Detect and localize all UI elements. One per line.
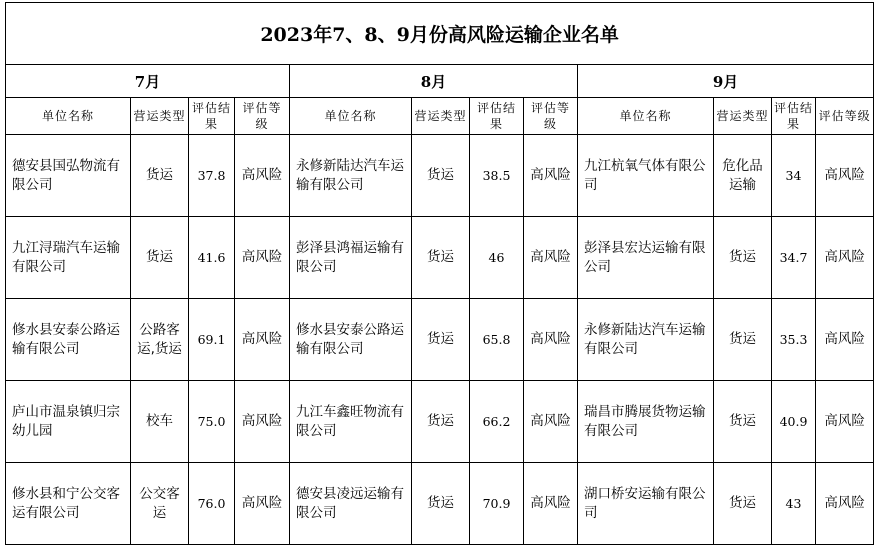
score-cell: 40.9 xyxy=(772,381,816,463)
table-row xyxy=(6,135,874,217)
risk-level-cell: 高风险 xyxy=(235,299,290,381)
column-header-row xyxy=(6,98,874,135)
company-name-cell: 德安县国弘物流有限公司 xyxy=(6,135,131,217)
score-cell: 34 xyxy=(772,135,816,217)
operation-type-cell: 货运 xyxy=(714,381,772,463)
company-name-cell: 九江浔瑞汽车运输有限公司 xyxy=(6,217,131,299)
document-sheet xyxy=(5,2,873,552)
title-row xyxy=(6,3,874,65)
score-cell: 43 xyxy=(772,463,816,545)
column-header-type: 营运类型 xyxy=(412,98,470,135)
month-label-july: 7月 xyxy=(6,65,290,98)
score-cell: 38.5 xyxy=(470,135,524,217)
risk-level-cell: 高风险 xyxy=(816,381,874,463)
column-header-score: 评估结果 xyxy=(772,98,816,135)
risk-level-cell: 高风险 xyxy=(235,381,290,463)
column-header-type: 营运类型 xyxy=(714,98,772,135)
score-cell: 69.1 xyxy=(189,299,235,381)
company-name-cell: 庐山市温泉镇归宗幼儿园 xyxy=(6,381,131,463)
operation-type-cell: 校车 xyxy=(131,381,189,463)
column-header-score: 评估结果 xyxy=(189,98,235,135)
risk-level-cell: 高风险 xyxy=(816,463,874,545)
company-name-cell: 德安县凌远运输有限公司 xyxy=(290,463,412,545)
column-header-level: 评估等级 xyxy=(816,98,874,135)
operation-type-cell: 货运 xyxy=(412,299,470,381)
risk-level-cell: 高风险 xyxy=(524,135,578,217)
score-cell: 35.3 xyxy=(772,299,816,381)
column-header-name: 单位名称 xyxy=(578,98,714,135)
table-row xyxy=(6,381,874,463)
table-row xyxy=(6,463,874,545)
operation-type-cell: 货运 xyxy=(131,135,189,217)
operation-type-cell: 货运 xyxy=(714,463,772,545)
risk-level-cell: 高风险 xyxy=(816,217,874,299)
column-header-name: 单位名称 xyxy=(290,98,412,135)
column-header-name: 单位名称 xyxy=(6,98,131,135)
column-header-score: 评估结果 xyxy=(470,98,524,135)
operation-type-cell: 货运 xyxy=(412,217,470,299)
risk-level-cell: 高风险 xyxy=(235,463,290,545)
company-name-cell: 修水县和宁公交客运有限公司 xyxy=(6,463,131,545)
company-name-cell: 彭泽县鸿福运输有限公司 xyxy=(290,217,412,299)
operation-type-cell: 货运 xyxy=(714,299,772,381)
operation-type-cell: 公路客运,货运 xyxy=(131,299,189,381)
company-name-cell: 彭泽县宏达运输有限公司 xyxy=(578,217,714,299)
score-cell: 46 xyxy=(470,217,524,299)
company-name-cell: 九江杭氧气体有限公司 xyxy=(578,135,714,217)
score-cell: 34.7 xyxy=(772,217,816,299)
operation-type-cell: 货运 xyxy=(412,381,470,463)
company-name-cell: 修水县安泰公路运输有限公司 xyxy=(290,299,412,381)
month-row xyxy=(6,65,874,98)
company-name-cell: 永修新陆达汽车运输有限公司 xyxy=(290,135,412,217)
risk-level-cell: 高风险 xyxy=(816,135,874,217)
page-title: 2023年7、8、9月份高风险运输企业名单 xyxy=(6,3,874,65)
operation-type-cell: 货运 xyxy=(412,135,470,217)
risk-level-cell: 高风险 xyxy=(524,217,578,299)
risk-level-cell: 高风险 xyxy=(235,217,290,299)
company-name-cell: 九江车鑫旺物流有限公司 xyxy=(290,381,412,463)
score-cell: 66.2 xyxy=(470,381,524,463)
column-header-type: 营运类型 xyxy=(131,98,189,135)
risk-level-cell: 高风险 xyxy=(816,299,874,381)
score-cell: 65.8 xyxy=(470,299,524,381)
operation-type-cell: 货运 xyxy=(412,463,470,545)
score-cell: 37.8 xyxy=(189,135,235,217)
score-cell: 75.0 xyxy=(189,381,235,463)
operation-type-cell: 公交客运 xyxy=(131,463,189,545)
column-header-level: 评估等级 xyxy=(524,98,578,135)
company-name-cell: 湖口桥安运输有限公司 xyxy=(578,463,714,545)
month-label-august: 8月 xyxy=(290,65,578,98)
score-cell: 70.9 xyxy=(470,463,524,545)
score-cell: 41.6 xyxy=(189,217,235,299)
company-name-cell: 永修新陆达汽车运输有限公司 xyxy=(578,299,714,381)
table-row xyxy=(6,217,874,299)
operation-type-cell: 货运 xyxy=(714,217,772,299)
company-name-cell: 修水县安泰公路运输有限公司 xyxy=(6,299,131,381)
risk-level-cell: 高风险 xyxy=(524,381,578,463)
month-label-september: 9月 xyxy=(578,65,874,98)
operation-type-cell: 货运 xyxy=(131,217,189,299)
risk-level-cell: 高风险 xyxy=(524,463,578,545)
column-header-level: 评估等级 xyxy=(235,98,290,135)
operation-type-cell: 危化品运输 xyxy=(714,135,772,217)
company-name-cell: 瑞昌市腾展货物运输有限公司 xyxy=(578,381,714,463)
score-cell: 76.0 xyxy=(189,463,235,545)
risk-level-cell: 高风险 xyxy=(235,135,290,217)
high-risk-table xyxy=(5,2,874,545)
table-row xyxy=(6,299,874,381)
risk-level-cell: 高风险 xyxy=(524,299,578,381)
